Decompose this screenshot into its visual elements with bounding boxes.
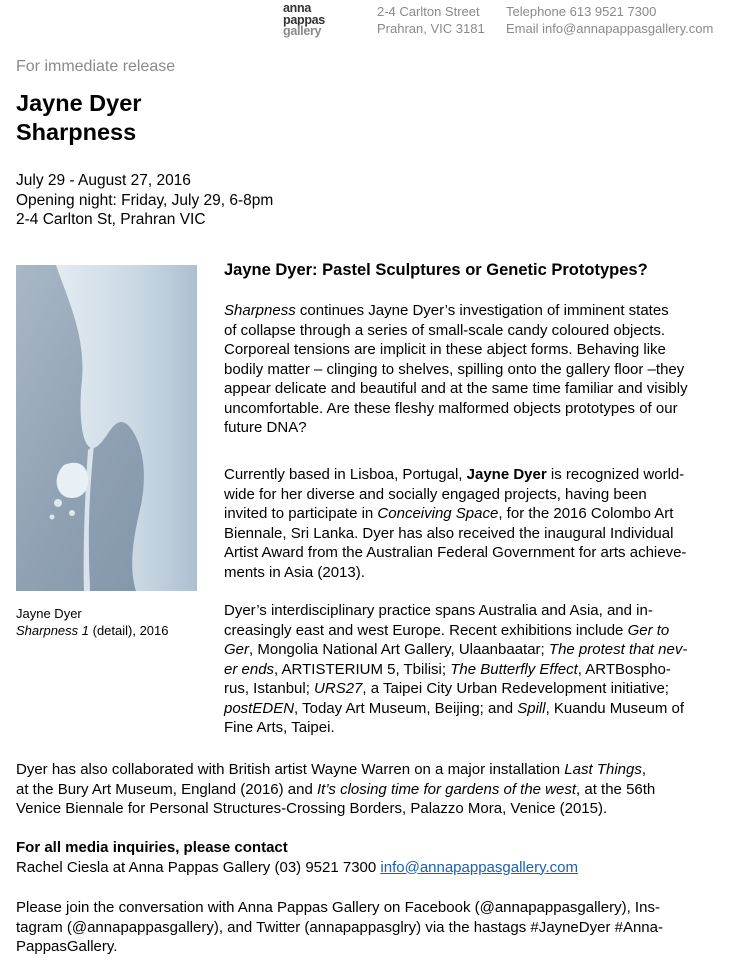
- caption-work-title: Sharpness 1: [16, 622, 89, 638]
- p3-l6d: , Kuandu Museum of: [545, 699, 684, 717]
- gallery-contact: [506, 3, 713, 37]
- p4-l3: Venice Biennale for Personal Structures-Crossing Borders, Palazzo Mora, Venice (2015).: [16, 800, 608, 817]
- p4-l1a: Dyer has also collaborated with British artist Wayne Warren on a major installation: [16, 761, 565, 778]
- title-exhibition: Sharpness: [16, 119, 137, 145]
- gallery-address: [377, 3, 485, 37]
- p3-l2a: creasingly east and west Europe. Recent exhibitions include: [224, 621, 628, 639]
- p2-l3c: , for the 2016 Colombo Art: [498, 505, 674, 522]
- p3-l1: Dyer’s interdisciplinary practice spans Australia and Asia, and in-: [224, 602, 653, 619]
- p3-l4c: The Butterfly Effect: [450, 660, 578, 678]
- p1-l4: bodily matter – clinging to shelves, spilling onto the gallery floor –they: [224, 360, 685, 378]
- logo-line-1: anna: [283, 1, 311, 15]
- p1-em: Sharpness: [224, 302, 296, 319]
- p2-l4: Biennale, Sri Lanka. Dyer has also received the inaugural Individual: [224, 524, 674, 542]
- p4-l2b: It’s closing time for gardens of the west: [317, 780, 577, 798]
- p1-l2: of collapse through a series of small-scale candy coloured objects.: [224, 321, 666, 339]
- exhibition-details: [16, 171, 273, 230]
- address-line-1: 2-4 Carlton Street: [377, 4, 480, 19]
- article-heading: Jayne Dyer: Pastel Sculptures or Genetic Prototypes?: [224, 261, 648, 279]
- p2-l3a: invited to participate in: [224, 505, 378, 522]
- p3-l5b: URS27: [314, 680, 363, 697]
- p2-l5: Artist Award from the Australian Federal Government for arts achieve-: [224, 544, 687, 561]
- p3-l5a: rus, Istanbul;: [224, 680, 315, 697]
- p1-l1: continues Jayne Dyer’s investigation of imminent states: [295, 302, 669, 319]
- p4-l2c: , at the 56th: [576, 780, 656, 798]
- p2-l1c: is recognized world-: [546, 466, 685, 483]
- contact-phone: Telephone 613 9521 7300: [506, 4, 657, 19]
- address-line-2: Prahran, VIC 3181: [377, 21, 485, 36]
- p3-l6b: , Today Art Museum, Beijing; and: [294, 699, 518, 717]
- image-caption: [16, 606, 169, 639]
- paragraph-2: [224, 465, 686, 582]
- caption-work: [16, 623, 169, 640]
- venue-address: 2-4 Carlton St, Prahran VIC: [16, 211, 206, 228]
- logo-line-3: gallery: [283, 24, 322, 38]
- p3-l4a: er ends: [224, 660, 275, 678]
- p3-l4b: , ARTISTERIUM 5, Tbilisi;: [274, 660, 451, 678]
- p3-l6a: postEDEN: [224, 699, 295, 717]
- p2-l3b: Conceiving Space: [377, 505, 499, 522]
- social-l1: Please join the conversation with Anna Pappas Gallery on Facebook (@annapappasgallery), Ins-: [16, 899, 660, 916]
- media-email-link[interactable]: info@annapappasgallery.com: [380, 858, 578, 876]
- p2-l6: ments in Asia (2013).: [224, 563, 365, 581]
- p4-l2a: at the Bury Art Museum, England (2016) and: [16, 780, 318, 798]
- p4-l1c: ,: [641, 761, 647, 778]
- p1-l3: Corporeal tensions are implicit in these abject forms. Behaving like: [224, 341, 666, 358]
- gallery-logo: [283, 3, 325, 38]
- p3-l5c: , a Taipei City Urban Redevelopment initiative;: [362, 680, 669, 697]
- p2-l2: wide for her diverse and socially engaged projects, having been: [224, 485, 647, 503]
- media-heading: For all media inquiries, please contact: [16, 839, 288, 856]
- caption-artist: Jayne Dyer: [16, 606, 82, 621]
- p1-l6: uncomfortable. Are these fleshy malformed objects prototypes of our: [224, 399, 678, 417]
- p2-l1b: Jayne Dyer: [466, 466, 547, 483]
- paragraph-4: [16, 760, 655, 819]
- logo-line-2: pappas: [283, 12, 325, 27]
- page-title: [16, 89, 141, 147]
- p3-l7: Fine Arts, Taipei.: [224, 719, 335, 736]
- caption-work-suffix: (detail), 2016: [89, 622, 169, 638]
- p3-l2b: Ger to: [627, 621, 670, 639]
- p3-l3c: The protest that nev-: [548, 641, 688, 658]
- paragraph-3: [224, 601, 687, 738]
- social-l3: PappasGallery.: [16, 938, 118, 955]
- p3-l4d: , ARTBospho-: [577, 660, 671, 678]
- media-contact: [16, 838, 578, 877]
- opening-night: Opening night: Friday, July 29, 6-8pm: [16, 191, 274, 209]
- title-artist: Jayne Dyer: [16, 90, 142, 116]
- contact-email: Email info@annapappasgallery.com: [506, 21, 714, 36]
- social-l2: tagram (@annapappasgallery), and Twitter (annapappasglry) via the hastags #JayneDyer #Anna-: [16, 918, 663, 936]
- p3-l3b: , Mongolia National Art Gallery, Ulaanbaatar;: [249, 641, 549, 658]
- social-paragraph: [16, 898, 663, 957]
- p3-l3a: Ger: [224, 641, 250, 658]
- artwork-photo: [16, 265, 197, 591]
- p4-l1b: Last Things: [564, 761, 642, 778]
- exhibition-dates: July 29 - August 27, 2016: [16, 172, 191, 189]
- p1-l7: future DNA?: [224, 419, 307, 436]
- release-label: For immediate release: [16, 58, 176, 75]
- p1-l5: appear delicate and beautiful and at the same time familiar and visibly: [224, 380, 688, 397]
- p2-l1a: Currently based in Lisboa, Portugal,: [224, 466, 467, 483]
- media-line: Rachel Ciesla at Anna Pappas Gallery (03) 9521 7300: [16, 858, 381, 876]
- p3-l6c: Spill: [517, 699, 546, 717]
- paragraph-1: [224, 301, 688, 438]
